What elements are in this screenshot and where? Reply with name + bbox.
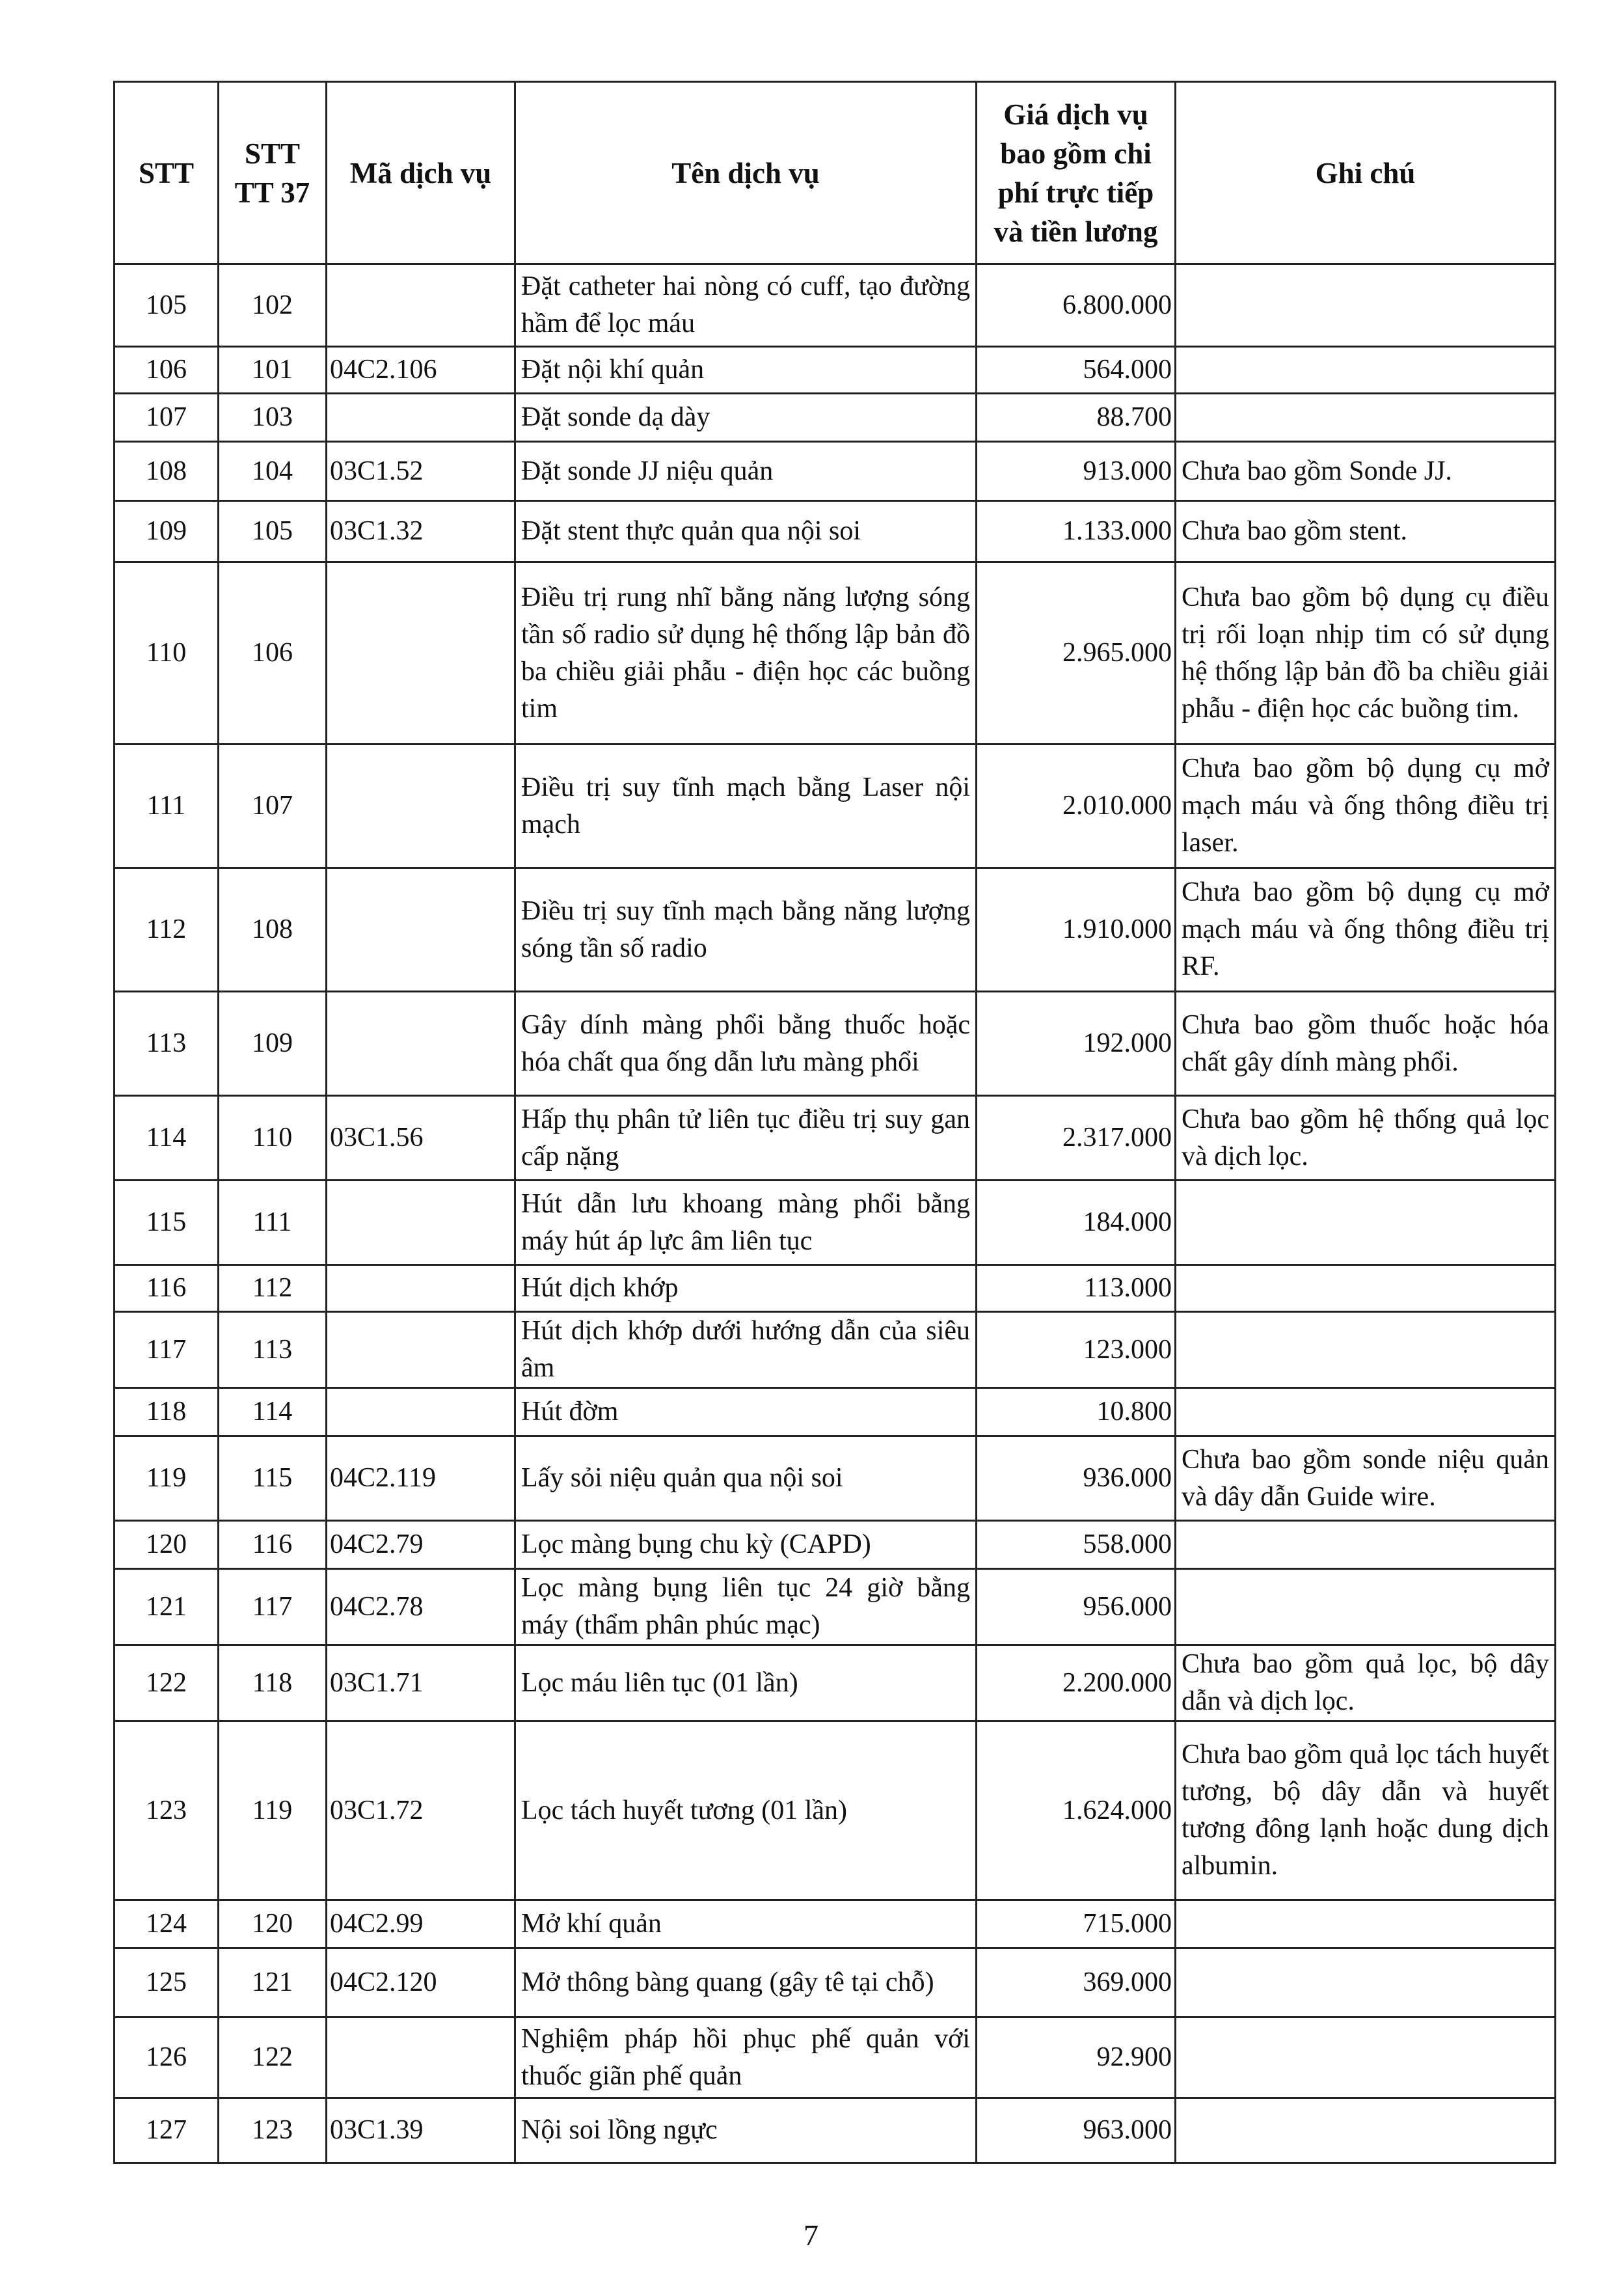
cell-stt: 123 xyxy=(115,1721,219,1900)
cell-price: 1.910.000 xyxy=(977,868,1176,992)
cell-note xyxy=(1176,2017,1556,2098)
cell-service-name: Đặt catheter hai nòng có cuff, tạo đường hầm để lọc máu xyxy=(515,264,977,347)
cell-service-name: Lọc tách huyết tương (01 lần) xyxy=(515,1721,977,1900)
cell-service-code: 04C2.99 xyxy=(327,1900,515,1948)
table-row xyxy=(115,1388,1556,1436)
cell-price: 2.010.000 xyxy=(977,745,1176,868)
cell-stt-tt37: 118 xyxy=(219,1645,327,1721)
table-row xyxy=(115,1312,1556,1388)
cell-stt-tt37: 113 xyxy=(219,1312,327,1388)
cell-service-name: Nội soi lồng ngực xyxy=(515,2098,977,2163)
cell-service-name: Hút đờm xyxy=(515,1388,977,1436)
cell-note xyxy=(1176,1181,1556,1265)
cell-service-code xyxy=(327,1388,515,1436)
cell-stt-tt37: 107 xyxy=(219,745,327,868)
cell-service-name: Gây dính màng phổi bằng thuốc hoặc hóa chất qua ống dẫn lưu màng phổi xyxy=(515,992,977,1096)
cell-price: 913.000 xyxy=(977,442,1176,501)
cell-note: Chưa bao gồm quả lọc, bộ dây dẫn và dịch lọc. xyxy=(1176,1645,1556,1721)
table-row xyxy=(115,1436,1556,1521)
cell-service-code xyxy=(327,745,515,868)
cell-stt: 112 xyxy=(115,868,219,992)
cell-note: Chưa bao gồm sonde niệu quản và dây dẫn Guide wire. xyxy=(1176,1436,1556,1521)
cell-note xyxy=(1176,394,1556,442)
table-row xyxy=(115,1096,1556,1181)
cell-service-code: 03C1.72 xyxy=(327,1721,515,1900)
cell-price: 184.000 xyxy=(977,1181,1176,1265)
cell-stt: 127 xyxy=(115,2098,219,2163)
cell-stt-tt37: 116 xyxy=(219,1521,327,1569)
cell-price: 113.000 xyxy=(977,1265,1176,1312)
cell-service-name: Đặt nội khí quản xyxy=(515,347,977,394)
cell-note xyxy=(1176,2098,1556,2163)
cell-stt-tt37: 108 xyxy=(219,868,327,992)
cell-price: 715.000 xyxy=(977,1900,1176,1948)
cell-service-name: Lọc màng bụng chu kỳ (CAPD) xyxy=(515,1521,977,1569)
cell-stt: 110 xyxy=(115,562,219,745)
cell-stt: 109 xyxy=(115,501,219,562)
cell-stt-tt37: 105 xyxy=(219,501,327,562)
cell-service-code xyxy=(327,394,515,442)
table-row xyxy=(115,501,1556,562)
cell-service-name: Mở khí quản xyxy=(515,1900,977,1948)
cell-price: 123.000 xyxy=(977,1312,1176,1388)
table-row xyxy=(115,264,1556,347)
cell-note: Chưa bao gồm stent. xyxy=(1176,501,1556,562)
cell-stt: 117 xyxy=(115,1312,219,1388)
cell-price: 192.000 xyxy=(977,992,1176,1096)
cell-note: Chưa bao gồm bộ dụng cụ mở mạch máu và ống thông điều trị laser. xyxy=(1176,745,1556,868)
header-price: Giá dịch vụ bao gồm chi phí trực tiếp và tiền lương xyxy=(977,82,1176,264)
cell-service-name: Lấy sỏi niệu quản qua nội soi xyxy=(515,1436,977,1521)
header-service-name: Tên dịch vụ xyxy=(515,82,977,264)
cell-stt: 107 xyxy=(115,394,219,442)
header-note: Ghi chú xyxy=(1176,82,1556,264)
table-row xyxy=(115,2098,1556,2163)
table-row xyxy=(115,992,1556,1096)
cell-price: 558.000 xyxy=(977,1521,1176,1569)
cell-price: 10.800 xyxy=(977,1388,1176,1436)
table-row xyxy=(115,1265,1556,1312)
cell-price: 2.965.000 xyxy=(977,562,1176,745)
cell-stt: 119 xyxy=(115,1436,219,1521)
cell-stt: 125 xyxy=(115,1948,219,2017)
cell-price: 936.000 xyxy=(977,1436,1176,1521)
cell-note xyxy=(1176,1948,1556,2017)
cell-service-name: Hút dịch khớp xyxy=(515,1265,977,1312)
cell-service-code xyxy=(327,1312,515,1388)
cell-stt: 108 xyxy=(115,442,219,501)
cell-stt-tt37: 103 xyxy=(219,394,327,442)
table-body xyxy=(115,264,1556,2163)
page-number: 7 xyxy=(804,2219,818,2252)
cell-service-code: 04C2.78 xyxy=(327,1569,515,1645)
cell-note xyxy=(1176,1569,1556,1645)
cell-stt: 115 xyxy=(115,1181,219,1265)
cell-stt: 126 xyxy=(115,2017,219,2098)
cell-note xyxy=(1176,1900,1556,1948)
cell-note: Chưa bao gồm quả lọc tách huyết tương, bộ dây dẫn và huyết tương đông lạnh hoặc dung dịch albumin. xyxy=(1176,1721,1556,1900)
table-row xyxy=(115,442,1556,501)
cell-service-code: 03C1.71 xyxy=(327,1645,515,1721)
table-row xyxy=(115,1900,1556,1948)
cell-note: Chưa bao gồm bộ dụng cụ điều trị rối loạn nhịp tim có sử dụng hệ thống lập bản đồ ba chiều giải phẫu - điện học các buồng tim. xyxy=(1176,562,1556,745)
table-row xyxy=(115,745,1556,868)
cell-service-code: 04C2.119 xyxy=(327,1436,515,1521)
cell-price: 92.900 xyxy=(977,2017,1176,2098)
cell-service-name: Đặt stent thực quản qua nội soi xyxy=(515,501,977,562)
cell-service-name: Hút dịch khớp dưới hướng dẫn của siêu âm xyxy=(515,1312,977,1388)
cell-stt-tt37: 111 xyxy=(219,1181,327,1265)
cell-service-name: Đặt sonde dạ dày xyxy=(515,394,977,442)
cell-note xyxy=(1176,347,1556,394)
cell-service-code xyxy=(327,264,515,347)
cell-stt-tt37: 106 xyxy=(219,562,327,745)
cell-service-code: 03C1.39 xyxy=(327,2098,515,2163)
cell-service-name: Điều trị rung nhĩ bằng năng lượng sóng tần số radio sử dụng hệ thống lập bản đồ ba chiều giải phẫu - điện học các buồng tim xyxy=(515,562,977,745)
table-header-row xyxy=(115,82,1556,264)
cell-service-code: 03C1.52 xyxy=(327,442,515,501)
cell-price: 1.624.000 xyxy=(977,1721,1176,1900)
table-row xyxy=(115,562,1556,745)
cell-service-name: Hút dẫn lưu khoang màng phổi bằng máy hút áp lực âm liên tục xyxy=(515,1181,977,1265)
cell-stt-tt37: 119 xyxy=(219,1721,327,1900)
cell-price: 564.000 xyxy=(977,347,1176,394)
table-row xyxy=(115,394,1556,442)
cell-service-code: 04C2.79 xyxy=(327,1521,515,1569)
cell-service-name: Điều trị suy tĩnh mạch bằng năng lượng sóng tần số radio xyxy=(515,868,977,992)
cell-stt: 105 xyxy=(115,264,219,347)
cell-stt-tt37: 121 xyxy=(219,1948,327,2017)
cell-note: Chưa bao gồm bộ dụng cụ mở mạch máu và ống thông điều trị RF. xyxy=(1176,868,1556,992)
cell-service-code xyxy=(327,992,515,1096)
cell-price: 1.133.000 xyxy=(977,501,1176,562)
cell-stt-tt37: 112 xyxy=(219,1265,327,1312)
cell-stt: 124 xyxy=(115,1900,219,1948)
cell-service-name: Hấp thụ phân tử liên tục điều trị suy gan cấp nặng xyxy=(515,1096,977,1181)
cell-stt-tt37: 110 xyxy=(219,1096,327,1181)
cell-service-code xyxy=(327,2017,515,2098)
cell-service-name: Điều trị suy tĩnh mạch bằng Laser nội mạch xyxy=(515,745,977,868)
cell-stt-tt37: 117 xyxy=(219,1569,327,1645)
cell-stt: 114 xyxy=(115,1096,219,1181)
cell-note xyxy=(1176,1388,1556,1436)
table-row xyxy=(115,1569,1556,1645)
cell-stt: 118 xyxy=(115,1388,219,1436)
header-service-code: Mã dịch vụ xyxy=(327,82,515,264)
cell-service-name: Lọc máu liên tục (01 lần) xyxy=(515,1645,977,1721)
cell-stt: 122 xyxy=(115,1645,219,1721)
table-row xyxy=(115,2017,1556,2098)
cell-note xyxy=(1176,1521,1556,1569)
cell-service-code: 03C1.32 xyxy=(327,501,515,562)
cell-service-name: Đặt sonde JJ niệu quản xyxy=(515,442,977,501)
cell-service-code xyxy=(327,562,515,745)
table-row xyxy=(115,1645,1556,1721)
cell-note xyxy=(1176,1265,1556,1312)
cell-stt: 113 xyxy=(115,992,219,1096)
cell-stt: 116 xyxy=(115,1265,219,1312)
cell-price: 6.800.000 xyxy=(977,264,1176,347)
cell-stt-tt37: 115 xyxy=(219,1436,327,1521)
cell-price: 2.317.000 xyxy=(977,1096,1176,1181)
cell-price: 956.000 xyxy=(977,1569,1176,1645)
cell-stt-tt37: 122 xyxy=(219,2017,327,2098)
header-stt: STT xyxy=(115,82,219,264)
cell-stt: 106 xyxy=(115,347,219,394)
cell-stt-tt37: 101 xyxy=(219,347,327,394)
table-row xyxy=(115,1948,1556,2017)
table-row xyxy=(115,1181,1556,1265)
cell-service-code xyxy=(327,868,515,992)
cell-stt-tt37: 120 xyxy=(219,1900,327,1948)
price-table xyxy=(113,81,1556,2164)
cell-stt-tt37: 123 xyxy=(219,2098,327,2163)
cell-price: 963.000 xyxy=(977,2098,1176,2163)
cell-price: 2.200.000 xyxy=(977,1645,1176,1721)
cell-note: Chưa bao gồm thuốc hoặc hóa chất gây dính màng phổi. xyxy=(1176,992,1556,1096)
cell-note: Chưa bao gồm hệ thống quả lọc và dịch lọc. xyxy=(1176,1096,1556,1181)
cell-service-code: 04C2.120 xyxy=(327,1948,515,2017)
table-row xyxy=(115,1521,1556,1569)
cell-stt: 120 xyxy=(115,1521,219,1569)
table-row xyxy=(115,347,1556,394)
cell-service-name: Lọc màng bụng liên tục 24 giờ bằng máy (thẩm phân phúc mạc) xyxy=(515,1569,977,1645)
cell-stt: 111 xyxy=(115,745,219,868)
cell-service-code: 03C1.56 xyxy=(327,1096,515,1181)
cell-service-name: Mở thông bàng quang (gây tê tại chỗ) xyxy=(515,1948,977,2017)
cell-note: Chưa bao gồm Sonde JJ. xyxy=(1176,442,1556,501)
cell-price: 369.000 xyxy=(977,1948,1176,2017)
cell-stt-tt37: 102 xyxy=(219,264,327,347)
table-row xyxy=(115,868,1556,992)
cell-stt-tt37: 104 xyxy=(219,442,327,501)
cell-price: 88.700 xyxy=(977,394,1176,442)
table-row xyxy=(115,1721,1556,1900)
cell-service-code xyxy=(327,1181,515,1265)
cell-note xyxy=(1176,264,1556,347)
cell-stt-tt37: 114 xyxy=(219,1388,327,1436)
cell-stt-tt37: 109 xyxy=(219,992,327,1096)
cell-service-code: 04C2.106 xyxy=(327,347,515,394)
cell-stt: 121 xyxy=(115,1569,219,1645)
cell-service-code xyxy=(327,1265,515,1312)
header-stt-tt37: STT TT 37 xyxy=(219,82,327,264)
cell-service-name: Nghiệm pháp hồi phục phế quản với thuốc giãn phế quản xyxy=(515,2017,977,2098)
cell-note xyxy=(1176,1312,1556,1388)
